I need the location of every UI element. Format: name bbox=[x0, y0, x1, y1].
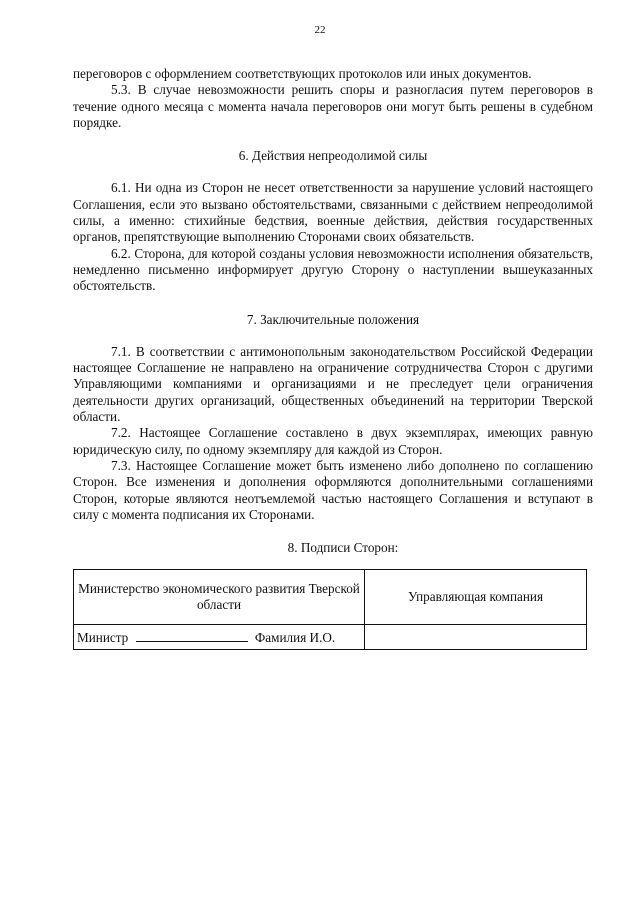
paragraph-7-1: 7.1. В соответствии с антимонопольным законодательством Российской Федерации настоящее Соглашение не направлено на ограничение сотрудничества Сторон с другими Управляющими компаниями и организациями и не преследует цели ограничения деятельности других организаций, общественных объединений на территории Тверской области. bbox=[73, 343, 593, 425]
signature-table-header-row bbox=[74, 570, 587, 625]
signature-table-sign-row bbox=[74, 625, 587, 650]
signature-cell-left bbox=[74, 625, 365, 650]
paragraph-7-3: 7.3. Настоящее Соглашение может быть изменено либо дополнено по соглашению Сторон. Все изменения и дополнения оформляются дополнительными соглашениями Сторон, которые являются неотъемлемой частью настоящего Соглашения и вступают в силу с момента подписания их Сторонами. bbox=[73, 457, 593, 522]
signer-title: Министр bbox=[77, 629, 129, 645]
party-right-cell: Управляющая компания bbox=[365, 570, 587, 625]
section-heading-6: 6. Действия непреодолимой силы bbox=[238, 148, 428, 164]
page-number: 22 bbox=[314, 24, 326, 36]
paragraph-6-2: 6.2. Сторона, для которой созданы условия невозможности исполнения обязательств, немедленно письменно информирует другую Сторону о наступлении вышеуказанных обстоятельств. bbox=[73, 245, 593, 294]
section-heading-8: 8. Подписи Сторон: bbox=[287, 540, 399, 556]
signature-table bbox=[73, 569, 587, 650]
paragraph-7-2: 7.2. Настоящее Соглашение составлено в двух экземплярах, имеющих равную юридическую силу, по одному экземпляру для каждой из Сторон. bbox=[73, 425, 593, 457]
section-heading-7: 7. Заключительные положения bbox=[246, 311, 420, 327]
paragraph-5-3: 5.3. В случае невозможности решить споры и разногласия путем переговоров в течение одного месяца с момента начала переговоров они могут быть решены в судебном порядке. bbox=[73, 82, 593, 130]
paragraph-5-2-continuation: переговоров с оформлением соответствующих протоколов или иных документов. bbox=[73, 66, 532, 81]
paragraph-6-1: 6.1. Ни одна из Сторон не несет ответственности за нарушение условий настоящего Соглашения, если это вызвано обстоятельствами, связанными с действием непреодолимой силы, а именно: стихийные бедствия, военные действия, действия государственных органов, препятствующие выполнению Сторонами своих обязательств. bbox=[73, 180, 593, 245]
signer-name: Фамилия И.О. bbox=[254, 629, 336, 645]
signature-line bbox=[136, 629, 248, 642]
document-body bbox=[73, 66, 593, 650]
party-left-cell: Министерство экономического развития Тверской области bbox=[74, 570, 365, 625]
signature-cell-right bbox=[365, 625, 587, 650]
